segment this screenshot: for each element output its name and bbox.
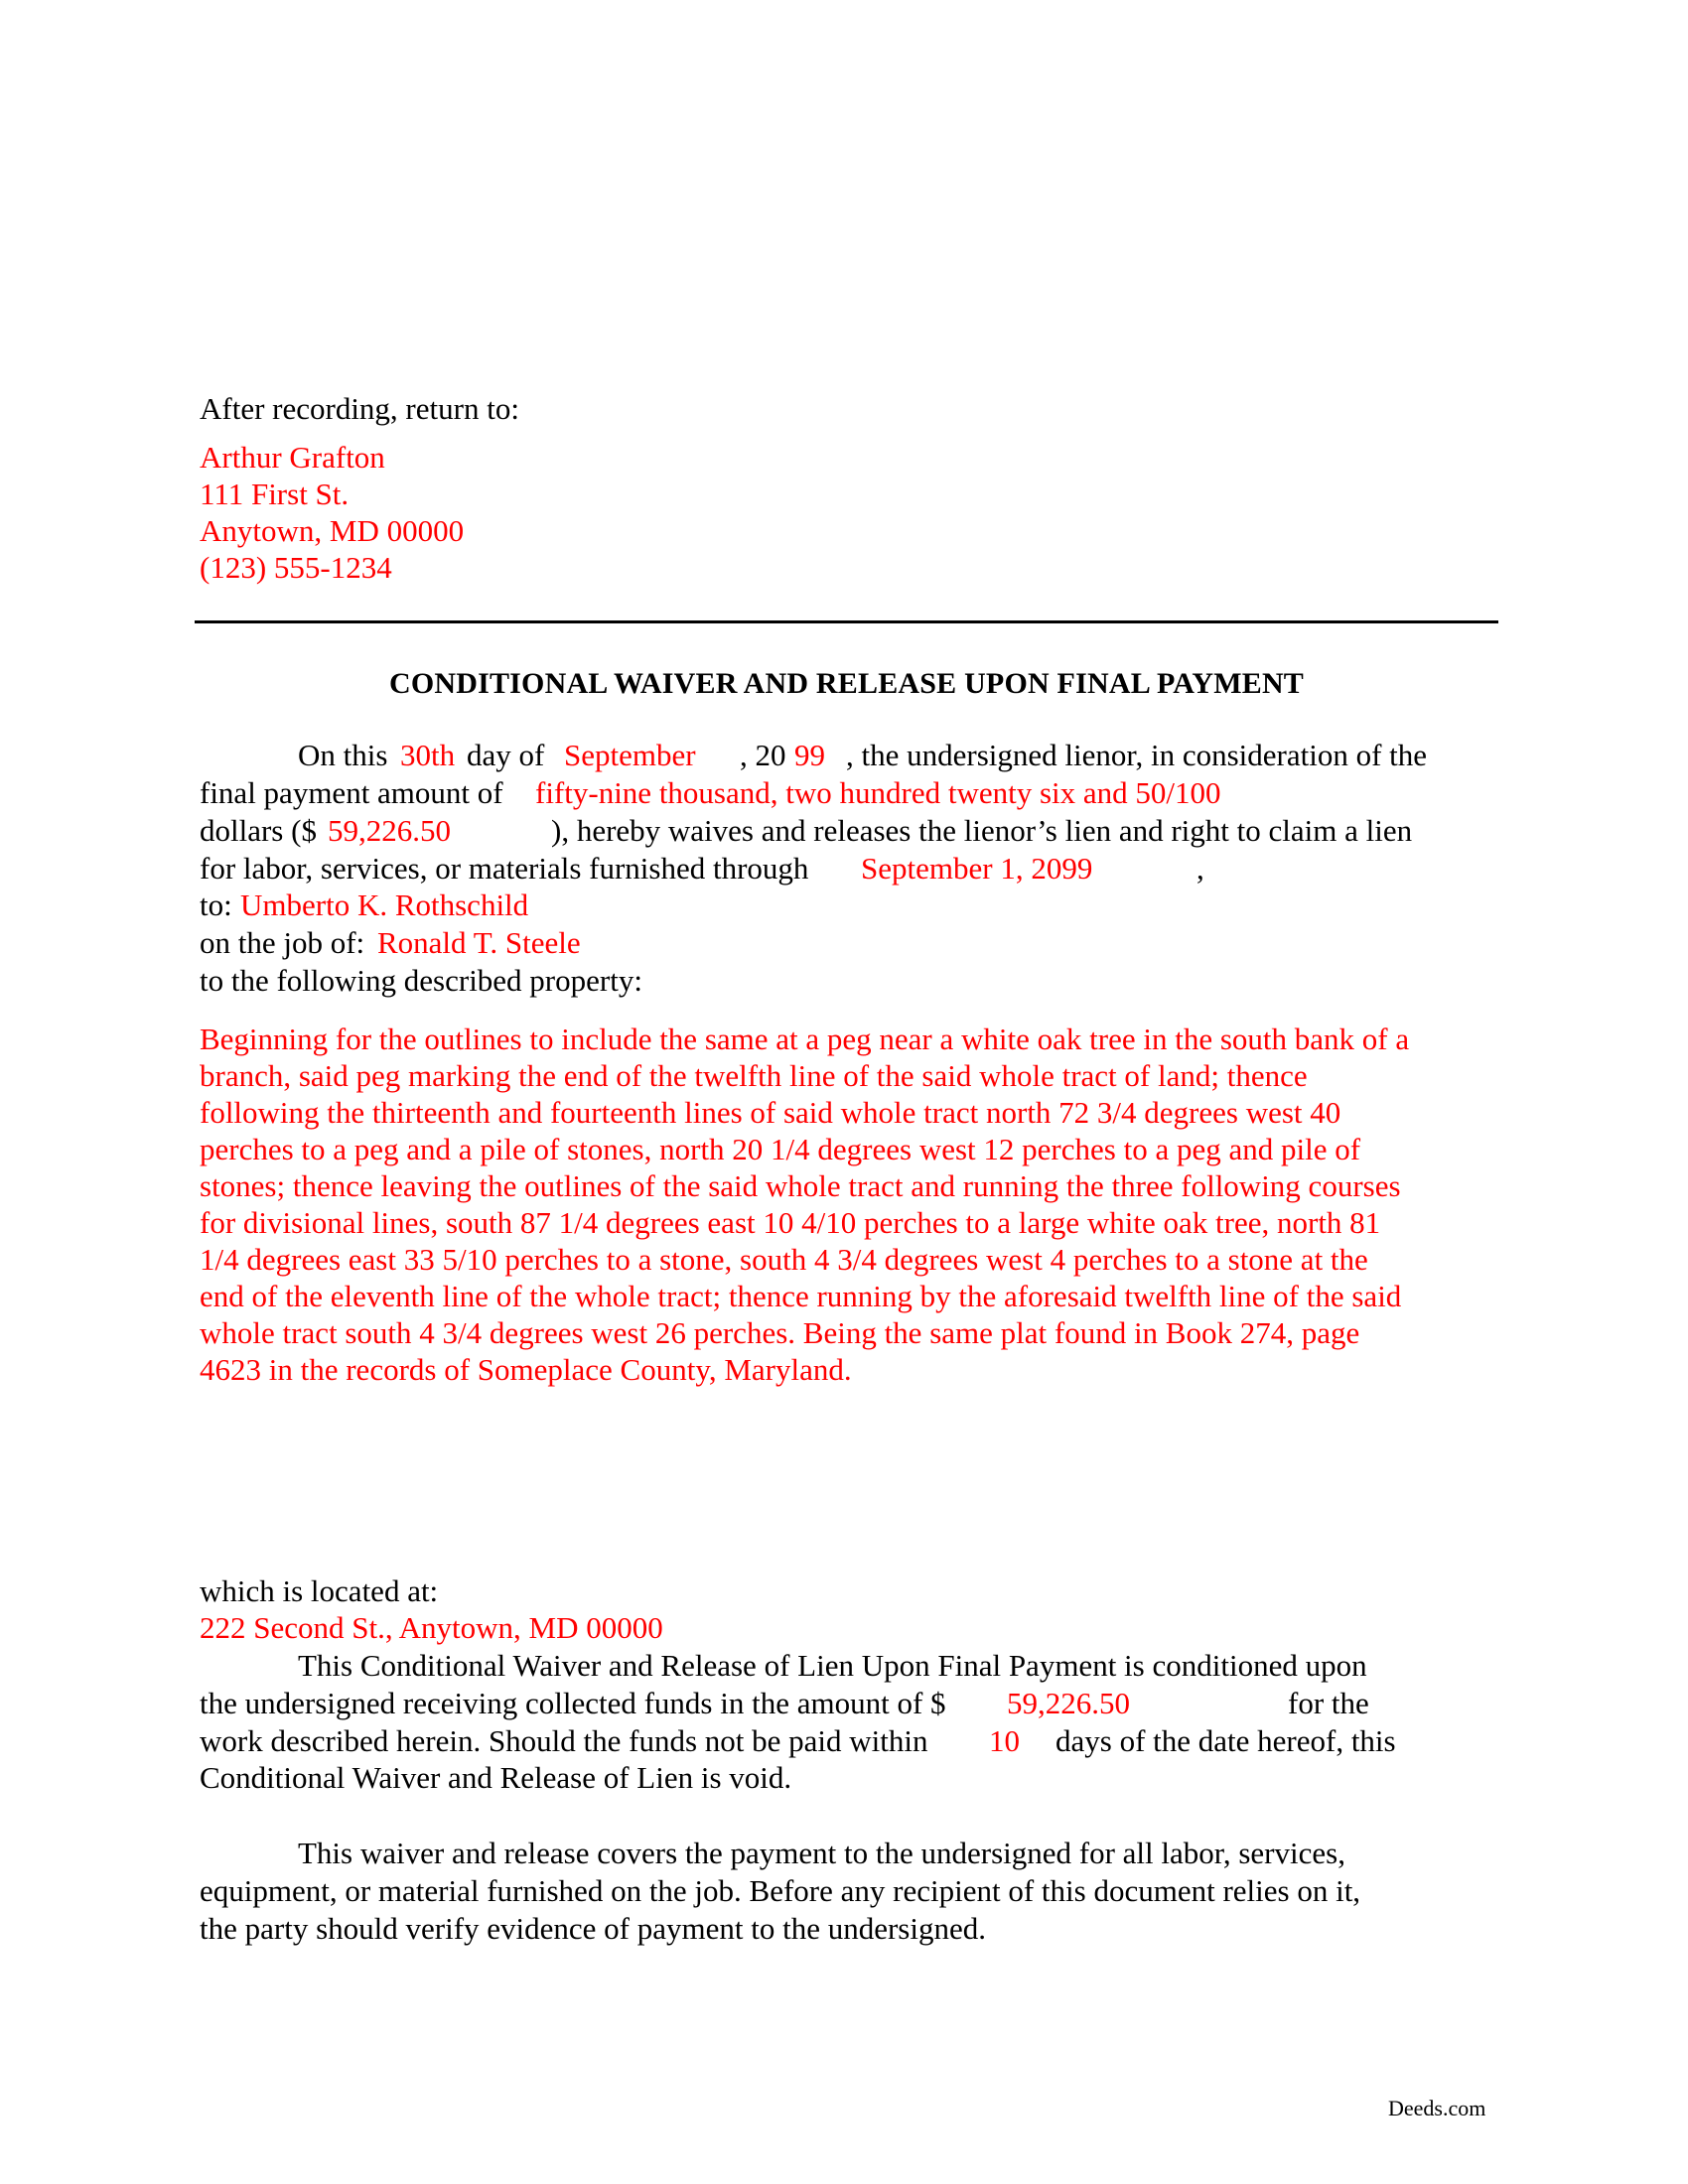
final-payment-label: final payment amount of bbox=[200, 775, 503, 810]
to-name-value: Umberto K. Rothschild bbox=[240, 887, 529, 922]
day-value: 30th bbox=[400, 738, 456, 772]
separator-rule bbox=[195, 620, 1498, 623]
legal-line: perches to a peg and a pile of stones, north 20 1/4 degrees west 12 perches to a peg and pile of bbox=[200, 1132, 1361, 1166]
para2-line1: This Conditional Waiver and Release of Lien Upon Final Payment is conditioned upon bbox=[298, 1648, 1367, 1683]
para2-line2-suffix: for the bbox=[1288, 1686, 1369, 1720]
trailing-comma: , bbox=[1196, 851, 1204, 886]
legal-line: end of the eleventh line of the whole tract; thence running by the aforesaid twelfth line of the said bbox=[200, 1279, 1402, 1313]
legal-line: stones; thence leaving the outlines of the said whole tract and running the three following courses bbox=[200, 1168, 1401, 1203]
legal-line: 1/4 degrees east 33 5/10 perches to a stone, south 4 3/4 degrees west 4 perches to a stone at the bbox=[200, 1242, 1368, 1277]
labor-text: for labor, services, or materials furnished through bbox=[200, 851, 809, 886]
amount-words-value: fifty-nine thousand, two hundred twenty six and 50/100 bbox=[535, 775, 1221, 810]
property-label: to the following described property: bbox=[200, 963, 642, 998]
year-value: 99 bbox=[794, 738, 825, 772]
job-label: on the job of: bbox=[200, 925, 365, 960]
legal-line: branch, said peg marking the end of the twelfth line of the said whole tract of land; thence bbox=[200, 1058, 1308, 1093]
legal-line: Beginning for the outlines to include the same at a peg near a white oak tree in the south bank of a bbox=[200, 1022, 1410, 1056]
legal-line: following the thirteenth and fourteenth lines of said whole tract north 72 3/4 degrees west 40 bbox=[200, 1095, 1341, 1130]
month-value: September bbox=[564, 738, 696, 772]
para3-line2: equipment, or material furnished on the job. Before any recipient of this document relies on it, bbox=[200, 1873, 1361, 1908]
para2-line4: Conditional Waiver and Release of Lien is void. bbox=[200, 1760, 792, 1795]
legal-line: whole tract south 4 3/4 degrees west 26 perches. Being the same plat found in Book 274, page bbox=[200, 1315, 1360, 1350]
through-date-value: September 1, 2099 bbox=[861, 851, 1093, 886]
dollars-open-label: dollars ($ bbox=[200, 813, 317, 848]
to-label: to: bbox=[200, 887, 232, 922]
location-label: which is located at: bbox=[200, 1573, 439, 1608]
job-name-value: Ronald T. Steele bbox=[377, 925, 581, 960]
legal-line: 4623 in the records of Someplace County, Maryland. bbox=[200, 1352, 852, 1387]
document-title: CONDITIONAL WAIVER AND RELEASE UPON FINAL PAYMENT bbox=[388, 667, 1305, 700]
location-address: 222 Second St., Anytown, MD 00000 bbox=[200, 1610, 663, 1645]
legal-line: for divisional lines, south 87 1/4 degrees east 10 4/10 perches to a large white oak tree, north 81 bbox=[200, 1205, 1381, 1240]
para2-amount-value: 59,226.50 bbox=[1007, 1686, 1130, 1720]
day-of-label: day of bbox=[467, 738, 545, 772]
comma-20-label: , 20 bbox=[740, 738, 786, 772]
para3-line3: the party should verify evidence of payment to the undersigned. bbox=[200, 1911, 986, 1946]
waives-text: ), hereby waives and releases the lienor’s lien and right to claim a lien bbox=[551, 813, 1413, 848]
para3-line1: This waiver and release covers the payment to the undersigned for all labor, services, bbox=[298, 1836, 1345, 1870]
footer-brand: Deeds.com bbox=[1388, 2096, 1486, 2120]
legal-description bbox=[200, 1021, 1520, 1388]
para2-line3-suffix: days of the date hereof, this bbox=[1055, 1723, 1396, 1758]
intro-rest-text: , the undersigned lienor, in consideration of the bbox=[846, 738, 1428, 772]
on-this-label: On this bbox=[298, 738, 388, 772]
return-phone: (123) 555-1234 bbox=[200, 550, 392, 585]
return-name: Arthur Grafton bbox=[200, 440, 385, 475]
para2-line3-prefix: work described herein. Should the funds not be paid within bbox=[200, 1723, 928, 1758]
return-city: Anytown, MD 00000 bbox=[200, 513, 465, 548]
para2-line2-prefix: the undersigned receiving collected funds in the amount of $ bbox=[200, 1686, 946, 1720]
amount-number-value: 59,226.50 bbox=[328, 813, 451, 848]
return-heading: After recording, return to: bbox=[200, 391, 519, 426]
return-street: 111 First St. bbox=[200, 477, 350, 511]
para2-days-value: 10 bbox=[989, 1723, 1020, 1758]
